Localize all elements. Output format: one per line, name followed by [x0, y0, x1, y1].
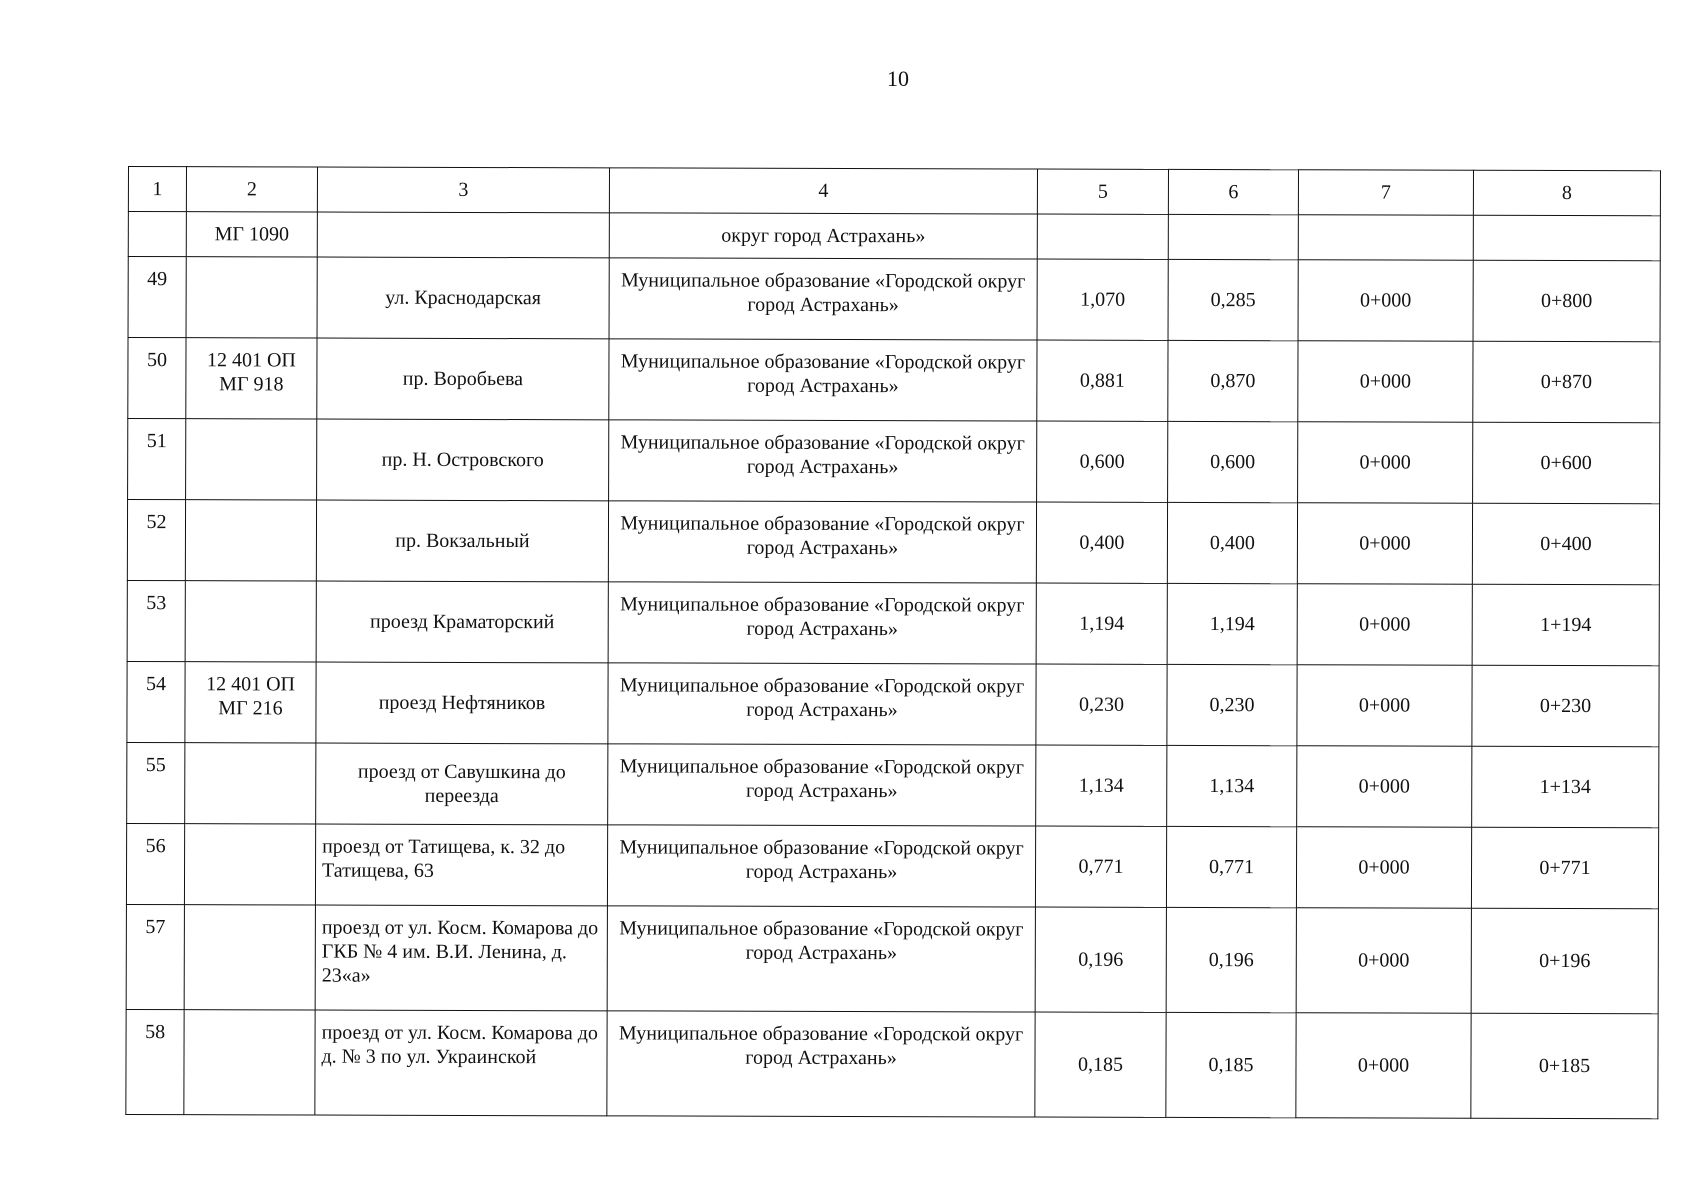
cell-col8: 0+196 — [1471, 908, 1658, 1014]
cell-col5: 0,771 — [1035, 826, 1166, 907]
cell-col6: 0,196 — [1166, 907, 1296, 1012]
road-code: 12 401 ОП МГ 918 — [186, 338, 317, 419]
table-row — [128, 419, 1660, 504]
road-name: проезд от ул. Косм. Комарова до ГКБ № 4 им. В.И. Ленина, д. 23«а» — [315, 905, 607, 1011]
road-code: 12 401 ОП МГ 216 — [185, 662, 316, 743]
cell-col8: 0+870 — [1473, 341, 1660, 423]
cell-col7: 0+000 — [1297, 665, 1472, 746]
cell-col7: 0+000 — [1297, 746, 1472, 827]
road-name: пр. Вокзальный — [316, 500, 608, 582]
cell-col6: 0,400 — [1167, 502, 1297, 583]
row-number: 55 — [127, 742, 185, 823]
cell-col8: 0+230 — [1472, 665, 1659, 747]
road-code: МГ 1090 — [186, 212, 317, 257]
table-row — [127, 580, 1659, 665]
road-code — [185, 581, 316, 662]
road-owner: Муниципальное образование «Городской округ город Астрахань» — [607, 1011, 1035, 1117]
header-row — [128, 167, 1660, 216]
cell-col6: 0,600 — [1168, 421, 1298, 502]
road-name: проезд от Савушкина до переезда — [316, 743, 608, 825]
road-code — [185, 743, 316, 824]
page-number: 10 — [887, 66, 909, 91]
cell-col8: 1+134 — [1472, 746, 1659, 828]
row-number: 52 — [127, 500, 185, 581]
cell-col6: 1,134 — [1167, 745, 1297, 826]
cell-col5: 1,070 — [1037, 259, 1168, 340]
row-number — [128, 212, 186, 257]
column-header: 1 — [128, 167, 186, 212]
cell-col7: 0+000 — [1296, 827, 1471, 908]
cell-col7: 0+000 — [1298, 341, 1473, 422]
cell-col6: 0,230 — [1167, 664, 1297, 745]
road-owner: Муниципальное образование «Городской округ город Астрахань» — [607, 825, 1035, 907]
row-number: 51 — [128, 419, 186, 500]
column-header: 4 — [609, 168, 1037, 214]
cell-col6: 0,285 — [1168, 259, 1298, 340]
table-row — [126, 904, 1658, 1013]
cell-col7: 0+000 — [1297, 584, 1472, 665]
cell-col8: 0+771 — [1471, 827, 1658, 909]
cell-col5: 0,196 — [1035, 907, 1166, 1012]
row-number: 50 — [128, 338, 186, 419]
road-owner: округ город Астрахань» — [609, 213, 1037, 259]
cell-col7 — [1298, 215, 1473, 260]
cell-col8: 0+185 — [1471, 1013, 1658, 1119]
road-owner: Муниципальное образование «Городской округ город Астрахань» — [609, 420, 1037, 502]
cell-col7: 0+000 — [1298, 422, 1473, 503]
cell-col7: 0+000 — [1298, 260, 1473, 341]
cell-col6: 0,771 — [1166, 826, 1296, 907]
road-name: проезд от ул. Косм. Комарова до д. № 3 по ул. Украинской — [315, 1010, 607, 1116]
road-code — [184, 905, 315, 1010]
cell-col5: 0,185 — [1035, 1012, 1166, 1117]
cell-col5: 0,600 — [1037, 421, 1168, 502]
road-owner: Муниципальное образование «Городской округ город Астрахань» — [609, 258, 1037, 340]
road-code — [186, 419, 317, 500]
cell-col5: 0,881 — [1037, 340, 1168, 421]
column-header: 3 — [317, 167, 609, 213]
road-owner: Муниципальное образование «Городской округ город Астрахань» — [608, 744, 1036, 826]
cell-col5: 0,400 — [1036, 502, 1167, 583]
cell-col8: 1+194 — [1472, 584, 1659, 666]
cell-col7: 0+000 — [1297, 503, 1472, 584]
continuation-row — [128, 212, 1660, 261]
road-registry-table — [125, 166, 1661, 1119]
cell-col5 — [1037, 214, 1168, 259]
cell-col6: 0,185 — [1166, 1012, 1296, 1117]
table-container — [125, 166, 1661, 1119]
road-code — [184, 1010, 315, 1115]
cell-col7: 0+000 — [1296, 1013, 1471, 1118]
cell-col8: 0+600 — [1473, 422, 1660, 504]
road-owner: Муниципальное образование «Городской округ город Астрахань» — [608, 663, 1036, 745]
cell-col6: 0,870 — [1168, 340, 1298, 421]
column-header: 5 — [1037, 169, 1168, 214]
cell-col8 — [1473, 215, 1660, 261]
road-name: пр. Н. Островского — [317, 419, 609, 501]
cell-col5: 1,134 — [1036, 745, 1167, 826]
road-name — [317, 212, 609, 258]
row-number: 58 — [126, 1009, 184, 1114]
road-name: проезд Краматорский — [316, 581, 608, 663]
cell-col7: 0+000 — [1296, 908, 1471, 1013]
column-header: 7 — [1298, 170, 1473, 215]
table-row — [127, 500, 1659, 585]
road-name: проезд от Татищева, к. 32 до Татищева, 63 — [315, 824, 607, 906]
cell-col5: 1,194 — [1036, 583, 1167, 664]
road-name: проезд Нефтяников — [316, 662, 608, 744]
cell-col6: 1,194 — [1167, 583, 1297, 664]
row-number: 49 — [128, 257, 186, 338]
road-owner: Муниципальное образование «Городской округ город Астрахань» — [607, 906, 1035, 1012]
column-header: 2 — [186, 167, 317, 212]
row-number: 56 — [126, 823, 184, 904]
row-number: 57 — [126, 904, 184, 1009]
cell-col5: 0,230 — [1036, 664, 1167, 745]
table-row — [127, 661, 1659, 746]
road-owner: Муниципальное образование «Городской округ город Астрахань» — [608, 501, 1036, 583]
table-row — [128, 338, 1660, 423]
cell-col8: 0+400 — [1472, 503, 1659, 585]
table-row — [126, 823, 1658, 908]
road-owner: Муниципальное образование «Городской округ город Астрахань» — [608, 582, 1036, 664]
cell-col8: 0+800 — [1473, 260, 1660, 342]
table-row — [126, 1009, 1658, 1118]
row-number: 54 — [127, 661, 185, 742]
table-row — [128, 257, 1660, 342]
table-row — [127, 742, 1659, 827]
cell-col6 — [1168, 214, 1298, 259]
road-name: ул. Краснодарская — [317, 257, 609, 339]
column-header: 6 — [1168, 169, 1298, 214]
column-header: 8 — [1473, 170, 1660, 216]
road-code — [184, 824, 315, 905]
road-code — [185, 500, 316, 581]
road-name: пр. Воробьева — [317, 338, 609, 420]
road-owner: Муниципальное образование «Городской округ город Астрахань» — [609, 339, 1037, 421]
road-code — [186, 257, 317, 338]
row-number: 53 — [127, 580, 185, 661]
